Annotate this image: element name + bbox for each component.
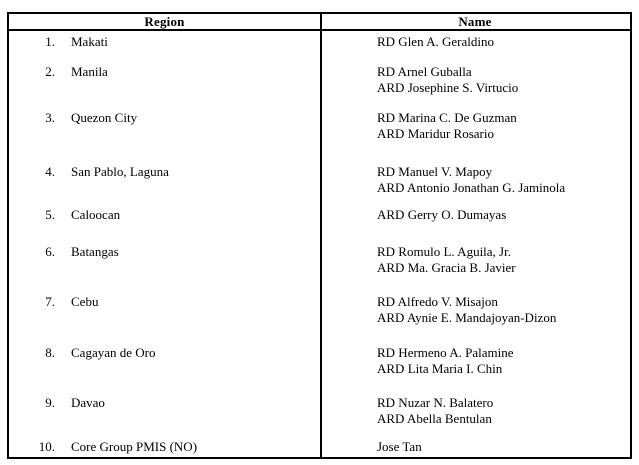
region-number: 10. (38, 439, 55, 454)
region-cell (9, 244, 320, 260)
official-name: ARD Lita Maria I. Chin (377, 361, 503, 376)
column-divider-line (320, 14, 322, 457)
name-cell (320, 244, 630, 276)
region-cell (9, 207, 320, 223)
region-name-table (7, 12, 632, 459)
region-number: 5. (45, 207, 55, 222)
region-number: 6. (45, 244, 55, 259)
column-header-region: Region (144, 14, 185, 29)
region-label: Batangas (71, 244, 119, 259)
official-name: Jose Tan (377, 439, 422, 454)
official-name: RD Romulo L. Aguila, Jr. (377, 244, 511, 259)
region-cell (9, 110, 320, 126)
official-name: RD Glen A. Geraldino (377, 34, 494, 49)
region-label: Davao (71, 395, 105, 410)
name-cell (320, 439, 630, 455)
region-number: 7. (45, 294, 55, 309)
region-label: Caloocan (71, 207, 121, 222)
region-label: Manila (71, 64, 108, 79)
official-name: RD Manuel V. Mapoy (377, 164, 493, 179)
name-cell (320, 164, 630, 196)
region-label: Quezon City (71, 110, 138, 125)
region-label: Cebu (71, 294, 99, 309)
name-cell (320, 207, 630, 223)
official-name: ARD Antonio Jonathan G. Jaminola (377, 180, 566, 195)
official-name: RD Nuzar N. Balatero (377, 395, 494, 410)
official-name: ARD Gerry O. Dumayas (377, 207, 507, 222)
official-name: RD Alfredo V. Misajon (377, 294, 498, 309)
official-name: ARD Josephine S. Virtucio (377, 80, 519, 95)
region-label: San Pablo, Laguna (71, 164, 169, 179)
official-name: ARD Aynie E. Mandajoyan-Dizon (377, 310, 557, 325)
name-cell (320, 395, 630, 427)
official-name: ARD Maridur Rosario (377, 126, 494, 141)
region-cell (9, 345, 320, 361)
name-cell (320, 110, 630, 142)
name-cell (320, 64, 630, 96)
name-cell (320, 294, 630, 326)
region-label: Makati (71, 34, 108, 49)
name-cell (320, 34, 630, 50)
region-number: 9. (45, 395, 55, 410)
region-cell (9, 439, 320, 455)
region-number: 4. (45, 164, 55, 179)
region-number: 3. (45, 110, 55, 125)
official-name: ARD Ma. Gracia B. Javier (377, 260, 516, 275)
region-label: Cagayan de Oro (71, 345, 156, 360)
region-cell (9, 395, 320, 411)
region-cell (9, 34, 320, 50)
official-name: ARD Abella Bentulan (377, 411, 492, 426)
name-cell (320, 345, 630, 377)
region-label: Core Group PMIS (NO) (71, 439, 198, 454)
official-name: RD Arnel Guballa (377, 64, 472, 79)
region-number: 2. (45, 64, 55, 79)
region-cell (9, 294, 320, 310)
region-number: 8. (45, 345, 55, 360)
region-number: 1. (45, 34, 55, 49)
column-header-name: Name (458, 14, 492, 29)
official-name: RD Marina C. De Guzman (377, 110, 517, 125)
region-cell (9, 164, 320, 180)
region-cell (9, 64, 320, 80)
official-name: RD Hermeno A. Palamine (377, 345, 514, 360)
